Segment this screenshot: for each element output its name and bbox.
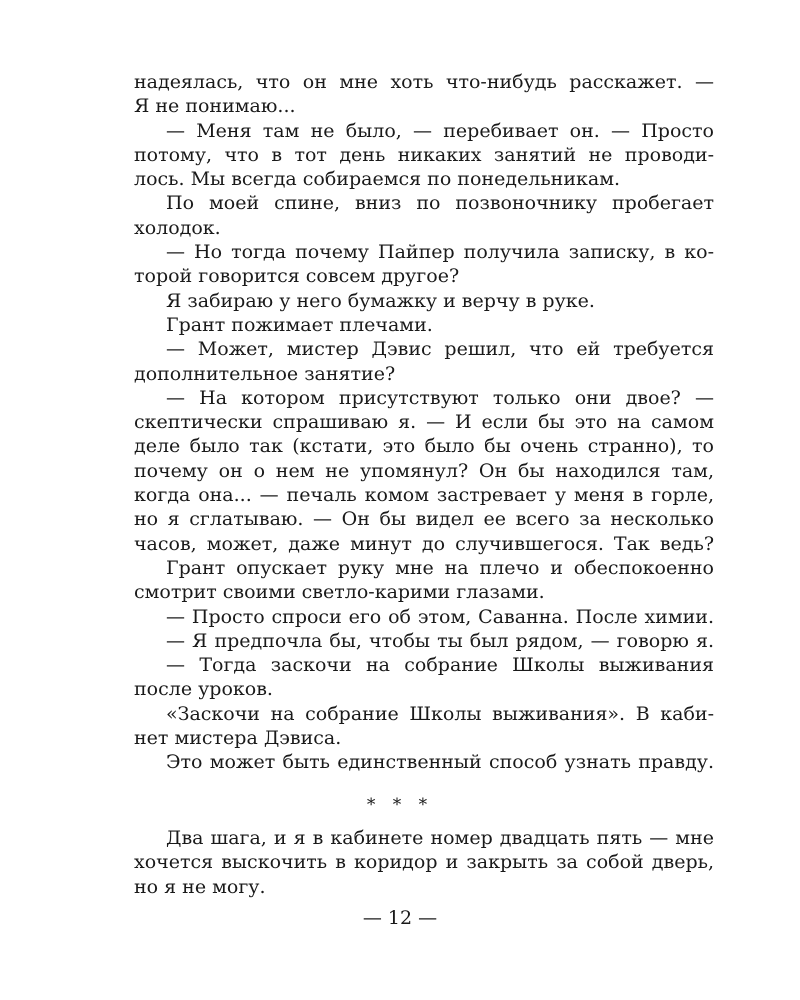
text-line: лось. Мы всегда собираемся по понедельникам.	[134, 168, 621, 191]
text-line: холодок.	[134, 216, 221, 239]
text-line: торой говорится совсем другое?	[134, 265, 460, 288]
text-line: хочется выскочить в коридор и закрыть за собой дверь,	[134, 851, 714, 874]
section-separator: * * *	[366, 795, 434, 815]
text-line: скептически спрашиваю я. — И если бы это на самом	[134, 411, 714, 434]
text-line: Два шага, и я в кабинете номер двадцать пять — мне	[166, 827, 714, 849]
text-line: после уроков.	[134, 678, 273, 701]
text-line: — На котором присутствуют только они двое? —	[166, 386, 714, 409]
page-number: — 12 —	[362, 907, 438, 929]
text-line: По моей спине, вниз по позвоночнику пробегает	[166, 192, 714, 215]
body-text	[134, 70, 714, 775]
text-line: почему он о нем не упомянул? Он бы находился там,	[134, 459, 714, 482]
text-line: Я не понимаю...	[134, 95, 296, 118]
text-line: — Меня там не было, — перебивает он. — Просто	[166, 119, 714, 142]
text-line: Грант пожимает плечами.	[166, 313, 433, 336]
text-line: смотрит своими светло-карими глазами.	[134, 581, 545, 604]
text-line: — Но тогда почему Пайпер получила записку, в ко-	[166, 241, 714, 264]
text-line: — Просто спроси его об этом, Саванна. После химии.	[166, 605, 714, 628]
text-line: часов, может, даже минут до случившегося. Так ведь?	[134, 532, 714, 555]
text-line: дополнительное занятие?	[134, 362, 396, 385]
text-line: — Может, мистер Дэвис решил, что ей требуется	[166, 338, 714, 361]
text-line: Это может быть единственный способ узнать правду.	[166, 751, 714, 774]
text-line: но я сглатываю. — Он бы видел ее всего за несколько	[134, 508, 714, 531]
text-line: Грант опускает руку мне на плечо и обеспокоенно	[166, 556, 714, 579]
text-line: деле было так (кстати, это было бы очень странно), то	[134, 435, 714, 458]
text-line: «Заскочи на собрание Школы выживания». В каби-	[166, 702, 714, 725]
text-line: когда она... — печаль комом застревает у меня в горле,	[134, 484, 714, 507]
text-line: надеялась, что он мне хоть что-нибудь расскажет. —	[134, 71, 714, 93]
text-line: — Я предпочла бы, чтобы ты был рядом, — говорю я.	[166, 629, 714, 652]
text-line: но я не могу.	[134, 875, 266, 898]
body-text-continued	[134, 826, 714, 899]
text-line: потому, что в тот день никаких занятий не проводи-	[134, 143, 714, 166]
text-line: Я забираю у него бумажку и верчу в руке.	[166, 289, 595, 312]
text-line: нет мистера Дэвиса.	[134, 727, 342, 750]
text-line: — Тогда заскочи на собрание Школы выживания	[166, 654, 714, 677]
